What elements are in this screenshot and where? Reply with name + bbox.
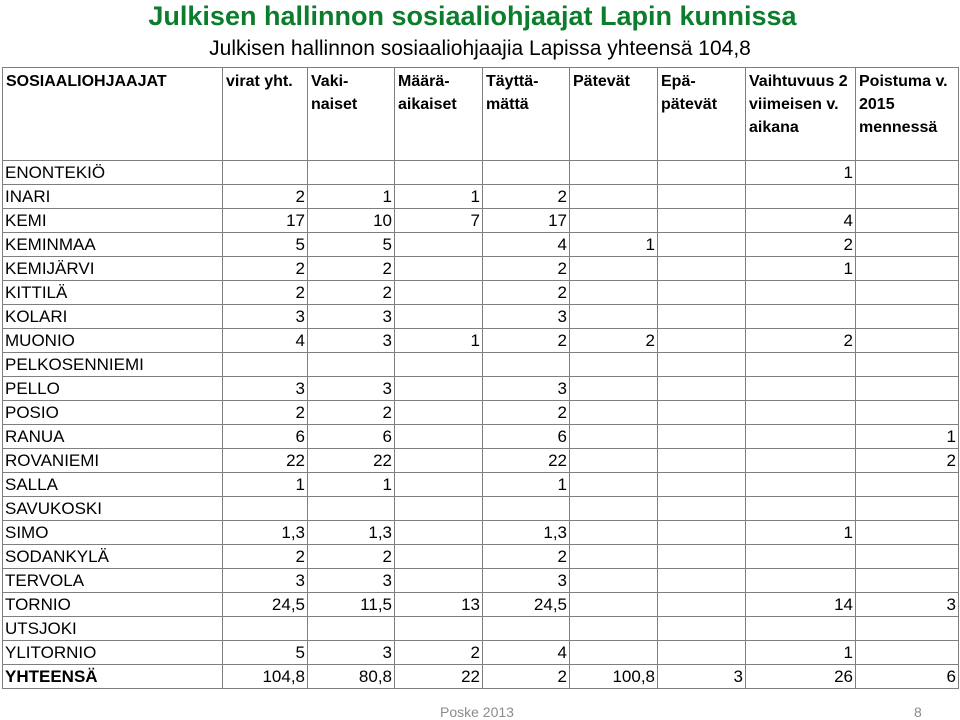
value-cell: 5 [223, 641, 308, 665]
value-cell [483, 497, 570, 521]
value-cell [658, 257, 746, 281]
value-cell [570, 305, 658, 329]
value-cell: 4 [483, 233, 570, 257]
value-cell [308, 617, 395, 641]
table-row [3, 593, 959, 617]
value-cell: 2 [308, 281, 395, 305]
value-cell: 11,5 [308, 593, 395, 617]
column-header: SOSIAALIOHJAAJAT [3, 68, 223, 161]
value-cell: 2 [395, 641, 483, 665]
value-cell: 2 [483, 281, 570, 305]
table-row [3, 497, 959, 521]
municipality-cell: PELKOSENNIEMI [3, 353, 223, 377]
value-cell [856, 545, 959, 569]
municipality-cell: KEMINMAA [3, 233, 223, 257]
value-cell [395, 569, 483, 593]
value-cell [658, 473, 746, 497]
value-cell [856, 473, 959, 497]
value-cell [570, 545, 658, 569]
value-cell [395, 401, 483, 425]
value-cell: 104,8 [223, 665, 308, 689]
value-cell [856, 569, 959, 593]
value-cell: 4 [746, 209, 856, 233]
value-cell [308, 353, 395, 377]
value-cell: 3 [308, 377, 395, 401]
value-cell [570, 353, 658, 377]
value-cell [223, 617, 308, 641]
value-cell [308, 161, 395, 185]
value-cell [746, 401, 856, 425]
value-cell: 2 [308, 545, 395, 569]
value-cell [746, 497, 856, 521]
value-cell: 3 [223, 377, 308, 401]
value-cell: 1 [223, 473, 308, 497]
value-cell [308, 497, 395, 521]
value-cell: 14 [746, 593, 856, 617]
page-title: Julkisen hallinnon sosiaaliohjaajat Lapin kunnissa [148, 1, 797, 31]
table-row [3, 257, 959, 281]
value-cell [483, 617, 570, 641]
value-cell: 3 [308, 641, 395, 665]
value-cell: 3 [308, 569, 395, 593]
value-cell: 1 [483, 473, 570, 497]
value-cell: 13 [395, 593, 483, 617]
value-cell: 2 [746, 329, 856, 353]
value-cell: 6 [308, 425, 395, 449]
table-row [3, 641, 959, 665]
value-cell: 4 [223, 329, 308, 353]
value-cell [856, 377, 959, 401]
value-cell [570, 449, 658, 473]
value-cell: 3 [308, 305, 395, 329]
value-cell [746, 353, 856, 377]
value-cell [856, 305, 959, 329]
value-cell [856, 641, 959, 665]
column-header: Epä-pätevät [658, 68, 746, 161]
value-cell: 2 [308, 257, 395, 281]
table-row [3, 377, 959, 401]
value-cell [483, 161, 570, 185]
value-cell: 24,5 [483, 593, 570, 617]
table-header-row [3, 68, 959, 161]
value-cell [395, 353, 483, 377]
municipality-cell: SIMO [3, 521, 223, 545]
value-cell [395, 377, 483, 401]
value-cell [658, 401, 746, 425]
table-row [3, 569, 959, 593]
municipality-cell: UTSJOKI [3, 617, 223, 641]
value-cell [483, 353, 570, 377]
municipality-cell: KOLARI [3, 305, 223, 329]
value-cell [658, 425, 746, 449]
value-cell: 2 [483, 545, 570, 569]
value-cell [746, 185, 856, 209]
value-cell [395, 617, 483, 641]
value-cell [856, 617, 959, 641]
value-cell [570, 257, 658, 281]
value-cell [746, 281, 856, 305]
value-cell [570, 377, 658, 401]
value-cell: 2 [483, 185, 570, 209]
value-cell: 6 [483, 425, 570, 449]
municipality-cell: PELLO [3, 377, 223, 401]
table-row [3, 161, 959, 185]
value-cell [658, 209, 746, 233]
value-cell [746, 545, 856, 569]
value-cell: 3 [483, 377, 570, 401]
value-cell: 2 [223, 281, 308, 305]
value-cell [746, 449, 856, 473]
value-cell: 1 [308, 473, 395, 497]
column-header: Poistuma v. 2015 mennessä [856, 68, 959, 161]
value-cell: 22 [308, 449, 395, 473]
value-cell: 2 [223, 257, 308, 281]
value-cell: 1 [395, 185, 483, 209]
municipality-cell: YHTEENSÄ [3, 665, 223, 689]
value-cell [223, 161, 308, 185]
value-cell: 6 [223, 425, 308, 449]
value-cell [570, 641, 658, 665]
table-body [3, 161, 959, 689]
municipality-cell: MUONIO [3, 329, 223, 353]
value-cell: 1,3 [308, 521, 395, 545]
value-cell [746, 377, 856, 401]
column-header: Määrä-aikaiset [395, 68, 483, 161]
value-cell: 3 [308, 329, 395, 353]
value-cell [395, 473, 483, 497]
municipality-cell: RANUA [3, 425, 223, 449]
column-header: Vaki-naiset [308, 68, 395, 161]
municipality-cell: SALLA [3, 473, 223, 497]
value-cell [856, 497, 959, 521]
table-row [3, 209, 959, 233]
table-row [3, 185, 959, 209]
value-cell [856, 401, 959, 425]
value-cell: 2 [483, 257, 570, 281]
page-subtitle: Julkisen hallinnon sosiaaliohjaajia Lapissa yhteensä 104,8 [209, 37, 751, 60]
column-header: Pätevät [570, 68, 658, 161]
value-cell: 1 [746, 257, 856, 281]
value-cell [746, 569, 856, 593]
table-row [3, 545, 959, 569]
value-cell: 2 [223, 185, 308, 209]
value-cell: 2 [308, 401, 395, 425]
value-cell: 3 [483, 569, 570, 593]
value-cell [395, 425, 483, 449]
value-cell: 80,8 [308, 665, 395, 689]
value-cell: 1,3 [223, 521, 308, 545]
value-cell [658, 353, 746, 377]
column-header: Vaihtuvuus 2 viimeisen v. aikana [746, 68, 856, 161]
total-row [3, 665, 959, 689]
table-row [3, 281, 959, 305]
value-cell [395, 545, 483, 569]
footer-source: Poske 2013 [440, 704, 514, 720]
value-cell [658, 569, 746, 593]
value-cell [658, 449, 746, 473]
municipality-cell: SAVUKOSKI [3, 497, 223, 521]
table-row [3, 353, 959, 377]
value-cell [570, 521, 658, 545]
value-cell: 1 [746, 521, 856, 545]
value-cell: 2 [856, 449, 959, 473]
value-cell [223, 353, 308, 377]
value-cell: 2 [746, 233, 856, 257]
value-cell [746, 617, 856, 641]
value-cell: 4 [483, 641, 570, 665]
page-number: 8 [914, 704, 922, 720]
value-cell: 3 [483, 305, 570, 329]
value-cell [856, 209, 959, 233]
value-cell: 1,3 [483, 521, 570, 545]
value-cell [395, 257, 483, 281]
municipality-cell: INARI [3, 185, 223, 209]
value-cell: 2 [570, 329, 658, 353]
value-cell [658, 545, 746, 569]
value-cell: 2 [223, 401, 308, 425]
value-cell [570, 569, 658, 593]
value-cell [658, 497, 746, 521]
value-cell: 1 [856, 425, 959, 449]
value-cell: 22 [483, 449, 570, 473]
value-cell: 24,5 [223, 593, 308, 617]
value-cell [856, 233, 959, 257]
municipality-cell: SODANKYLÄ [3, 545, 223, 569]
value-cell [570, 401, 658, 425]
value-cell [570, 185, 658, 209]
value-cell [395, 521, 483, 545]
municipality-cell: YLITORNIO [3, 641, 223, 665]
value-cell [570, 497, 658, 521]
value-cell: 2 [483, 329, 570, 353]
table-row [3, 425, 959, 449]
value-cell [395, 497, 483, 521]
value-cell: 17 [483, 209, 570, 233]
value-cell: 3 [223, 305, 308, 329]
value-cell: 10 [308, 209, 395, 233]
value-cell [395, 281, 483, 305]
value-cell: 5 [223, 233, 308, 257]
value-cell [395, 233, 483, 257]
value-cell: 22 [223, 449, 308, 473]
table-row [3, 401, 959, 425]
value-cell [658, 617, 746, 641]
value-cell: 2 [483, 665, 570, 689]
value-cell [570, 209, 658, 233]
value-cell [658, 641, 746, 665]
value-cell [658, 161, 746, 185]
value-cell [658, 281, 746, 305]
municipality-cell: TERVOLA [3, 569, 223, 593]
municipality-cell: TORNIO [3, 593, 223, 617]
municipality-cell: KITTILÄ [3, 281, 223, 305]
municipality-cell: ENONTEKIÖ [3, 161, 223, 185]
value-cell [658, 233, 746, 257]
value-cell: 3 [856, 593, 959, 617]
table-row [3, 617, 959, 641]
value-cell [570, 617, 658, 641]
value-cell: 6 [856, 665, 959, 689]
value-cell: 3 [658, 665, 746, 689]
value-cell: 3 [223, 569, 308, 593]
table-row [3, 473, 959, 497]
value-cell [395, 305, 483, 329]
value-cell [570, 281, 658, 305]
municipality-cell: ROVANIEMI [3, 449, 223, 473]
value-cell: 2 [223, 545, 308, 569]
value-cell [570, 593, 658, 617]
value-cell [658, 377, 746, 401]
value-cell [658, 305, 746, 329]
value-cell [856, 257, 959, 281]
social-workers-table [2, 67, 959, 689]
value-cell: 5 [308, 233, 395, 257]
value-cell [658, 185, 746, 209]
value-cell [395, 161, 483, 185]
value-cell: 1 [746, 641, 856, 665]
value-cell [856, 353, 959, 377]
value-cell: 1 [570, 233, 658, 257]
value-cell: 7 [395, 209, 483, 233]
table-row [3, 521, 959, 545]
value-cell: 22 [395, 665, 483, 689]
value-cell: 1 [746, 161, 856, 185]
value-cell [658, 329, 746, 353]
value-cell [570, 473, 658, 497]
value-cell [658, 593, 746, 617]
value-cell [395, 449, 483, 473]
table-row [3, 449, 959, 473]
table-row [3, 305, 959, 329]
value-cell [856, 185, 959, 209]
value-cell [570, 161, 658, 185]
value-cell [856, 521, 959, 545]
value-cell: 100,8 [570, 665, 658, 689]
value-cell [856, 281, 959, 305]
value-cell: 1 [395, 329, 483, 353]
table-row [3, 329, 959, 353]
value-cell [658, 521, 746, 545]
value-cell [746, 473, 856, 497]
value-cell [856, 161, 959, 185]
table-row [3, 233, 959, 257]
value-cell: 17 [223, 209, 308, 233]
value-cell [570, 425, 658, 449]
municipality-cell: POSIO [3, 401, 223, 425]
value-cell [223, 497, 308, 521]
column-header: Täyttä-mättä [483, 68, 570, 161]
value-cell [746, 425, 856, 449]
value-cell: 2 [483, 401, 570, 425]
municipality-cell: KEMI [3, 209, 223, 233]
value-cell: 26 [746, 665, 856, 689]
municipality-cell: KEMIJÄRVI [3, 257, 223, 281]
value-cell: 1 [308, 185, 395, 209]
value-cell [746, 305, 856, 329]
value-cell [856, 329, 959, 353]
column-header: virat yht. [223, 68, 308, 161]
